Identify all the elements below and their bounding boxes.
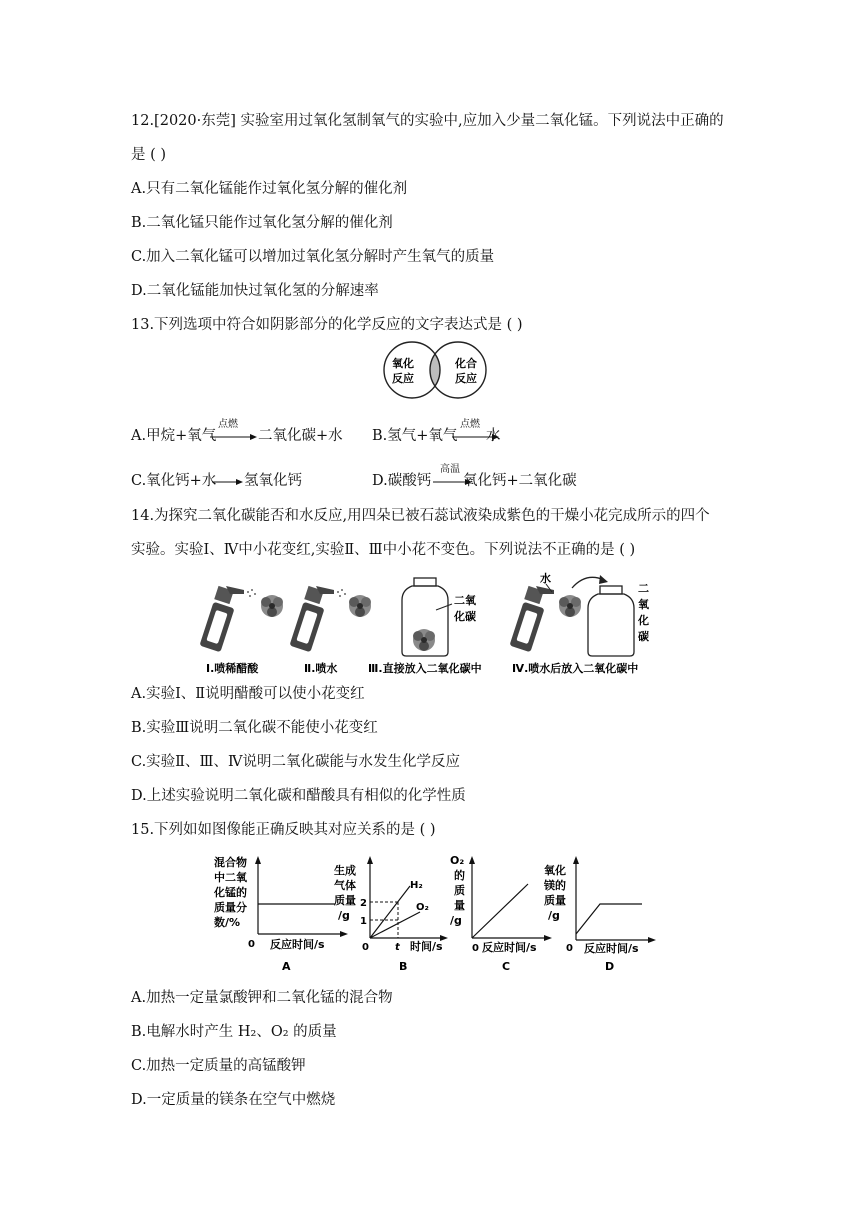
graph-a-origin: 0 <box>248 939 255 950</box>
q12-option-a: A.只有二氧化锰能作过氧化氢分解的催化剂 <box>131 181 408 197</box>
graph-b-o2-label: O₂ <box>416 902 429 913</box>
graph-a-xlabel: 反应时间/s <box>270 938 325 951</box>
graph-b-t-label: t <box>395 942 400 953</box>
q15-stem: 15.下列如如图像能正确反映其对应关系的是 ( ) <box>131 822 436 838</box>
q14-experiment-figure <box>200 566 660 678</box>
q12-option-c: C.加入二氧化锰可以增加过氧化氢分解时产生氧气的质量 <box>131 249 495 265</box>
graph-b-h2-label: H₂ <box>410 880 423 891</box>
graph-d-letter: D <box>605 960 615 973</box>
graph-d-ylabel-3: 质量 <box>544 894 566 907</box>
graph-b-xlabel: 时间/s <box>410 940 443 953</box>
flower-icon <box>349 595 371 617</box>
co2-label-exp3-2: 化碳 <box>454 610 476 623</box>
graph-d-line <box>576 904 642 934</box>
q13-option-a-condition: 点燃 <box>218 419 238 430</box>
gas-jar-icon <box>588 586 634 656</box>
q15-option-c: C.加热一定质量的高锰酸钾 <box>131 1058 306 1074</box>
q13-option-c-arrow <box>212 477 244 487</box>
graph-a <box>213 855 348 973</box>
spray-bottle-icon <box>289 586 334 652</box>
graph-d-ylabel-1: 氧化 <box>544 864 566 877</box>
co2-label-exp4-2: 氧 <box>638 598 649 611</box>
flower-icon <box>261 595 283 617</box>
q12-option-b: B.二氧化锰只能作过氧化氢分解的催化剂 <box>131 215 393 231</box>
graph-b-ylabel-3: 质量 <box>334 894 356 907</box>
graph-b-o2-line <box>370 912 420 938</box>
venn-right-label-2: 反应 <box>455 372 477 385</box>
graph-d-ylabel-4: /g <box>548 909 560 922</box>
graph-c-line <box>472 884 528 938</box>
spray-mist-icon <box>337 589 346 597</box>
caption-exp3: Ⅲ.直接放入二氧化碳中 <box>368 662 482 675</box>
q14-option-c: C.实验Ⅱ、Ⅲ、Ⅳ说明二氧化碳能与水发生化学反应 <box>131 754 461 770</box>
q12-stem-line1: 12.[2020·东莞] 实验室用过氧化氢制氧气的实验中,应加入少量二氧化锰。下列说法中正确的 <box>131 113 724 129</box>
graph-a-ylabel-5: 数/% <box>214 916 241 929</box>
graph-b <box>334 856 448 973</box>
q13-option-b-left: B.氢气+氧气 <box>372 428 458 444</box>
graph-b-ylabel-2: 气体 <box>334 879 356 892</box>
q14-option-d: D.上述实验说明二氧化碳和醋酸具有相似的化学性质 <box>131 788 466 804</box>
spray-bottle-icon <box>509 586 554 652</box>
graph-c-ylabel-2: 的 <box>454 869 465 882</box>
graph-c-ylabel-1: O₂ <box>450 854 465 867</box>
venn-right-label-1: 化合 <box>455 357 477 370</box>
graph-c-letter: C <box>502 960 511 973</box>
graph-b-ylabel-4: /g <box>338 909 350 922</box>
q13-option-d-right: 氧化钙+二氧化碳 <box>463 473 577 489</box>
q13-option-d-left: D.碳酸钙 <box>372 473 432 489</box>
caption-exp4: Ⅳ.喷水后放入二氧化碳中 <box>512 662 639 675</box>
q12-option-d: D.二氧化锰能加快过氧化氢的分解速率 <box>131 283 379 299</box>
q13-option-a-left: A.甲烷+氧气 <box>131 428 217 444</box>
graph-d <box>543 856 656 973</box>
q13-venn-diagram <box>380 339 490 401</box>
graph-a-ylabel-1: 混合物 <box>214 856 247 869</box>
q13-stem: 13.下列选项中符合如阴影部分的化学反应的文字表达式是 ( ) <box>131 317 523 333</box>
q14-option-a: A.实验Ⅰ、Ⅱ说明醋酸可以使小花变红 <box>131 686 365 702</box>
q12-stem-line2: 是 ( ) <box>131 147 167 163</box>
graph-a-letter: A <box>282 960 291 973</box>
q15-option-d: D.一定质量的镁条在空气中燃烧 <box>131 1092 336 1108</box>
co2-label-exp4-1: 二 <box>638 582 649 595</box>
graph-b-h2-line <box>370 886 410 938</box>
flower-icon <box>413 629 435 651</box>
graph-b-letter: B <box>399 960 408 973</box>
graph-d-ylabel-2: 镁的 <box>544 879 566 892</box>
q13-option-a-arrow <box>210 432 258 442</box>
q13-option-a-right: 二氧化碳+水 <box>258 428 343 444</box>
q13-option-b-condition: 点燃 <box>460 419 480 430</box>
caption-exp1: Ⅰ.喷稀醋酸 <box>206 662 259 675</box>
co2-label-exp4-4: 碳 <box>638 630 649 643</box>
water-label: 水 <box>540 572 551 585</box>
q15-graphs-figure <box>210 850 660 976</box>
q13-option-b-right: 水 <box>486 428 501 444</box>
graph-b-origin: 0 <box>362 942 369 953</box>
q15-option-b: B.电解水时产生 H₂、O₂ 的质量 <box>131 1024 337 1040</box>
graph-a-ylabel-4: 质量分 <box>214 901 247 914</box>
q13-option-c-left: C.氧化钙+水 <box>131 473 217 489</box>
graph-a-ylabel-2: 中二氧 <box>214 871 247 884</box>
spray-bottle-icon <box>200 586 244 652</box>
q15-option-a: A.加热一定量氯酸钾和二氧化锰的混合物 <box>131 990 393 1006</box>
graph-b-tick-1: 1 <box>360 916 367 927</box>
graph-c-ylabel-3: 质 <box>454 884 465 897</box>
graph-a-ylabel-3: 化锰的 <box>214 886 247 899</box>
q14-option-b: B.实验Ⅲ说明二氧化碳不能使小花变红 <box>131 720 378 736</box>
graph-d-xlabel: 反应时间/s <box>584 942 639 955</box>
q13-option-c-right: 氢氧化钙 <box>244 473 302 489</box>
flower-icon <box>559 595 581 617</box>
graph-d-origin: 0 <box>566 943 573 954</box>
caption-exp2: Ⅱ.喷水 <box>304 662 338 675</box>
graph-c-ylabel-4: 量 <box>454 899 465 912</box>
graph-c-ylabel-5: /g <box>450 914 462 927</box>
co2-label-exp4-3: 化 <box>638 614 649 627</box>
graph-c-origin: 0 <box>472 943 479 954</box>
graph-b-tick-2: 2 <box>360 898 367 909</box>
co2-pointer-line <box>436 604 452 610</box>
co2-label-exp3-1: 二氧 <box>454 594 476 607</box>
graph-c <box>450 854 552 973</box>
spray-mist-icon <box>247 589 256 597</box>
venn-left-label-2: 反应 <box>392 372 414 385</box>
graph-b-ylabel-1: 生成 <box>334 864 356 877</box>
venn-left-label-1: 氧化 <box>392 357 414 370</box>
q14-stem-line1: 14.为探究二氧化碳能否和水反应,用四朵已被石蕊试液染成紫色的干燥小花完成所示的四个 <box>131 508 710 524</box>
graph-c-xlabel: 反应时间/s <box>482 941 537 954</box>
q13-option-d-condition: 高温 <box>440 464 460 475</box>
q14-stem-line2: 实验。实验Ⅰ、Ⅳ中小花变红,实验Ⅱ、Ⅲ中小花不变色。下列说法不正确的是 ( ) <box>131 542 636 558</box>
